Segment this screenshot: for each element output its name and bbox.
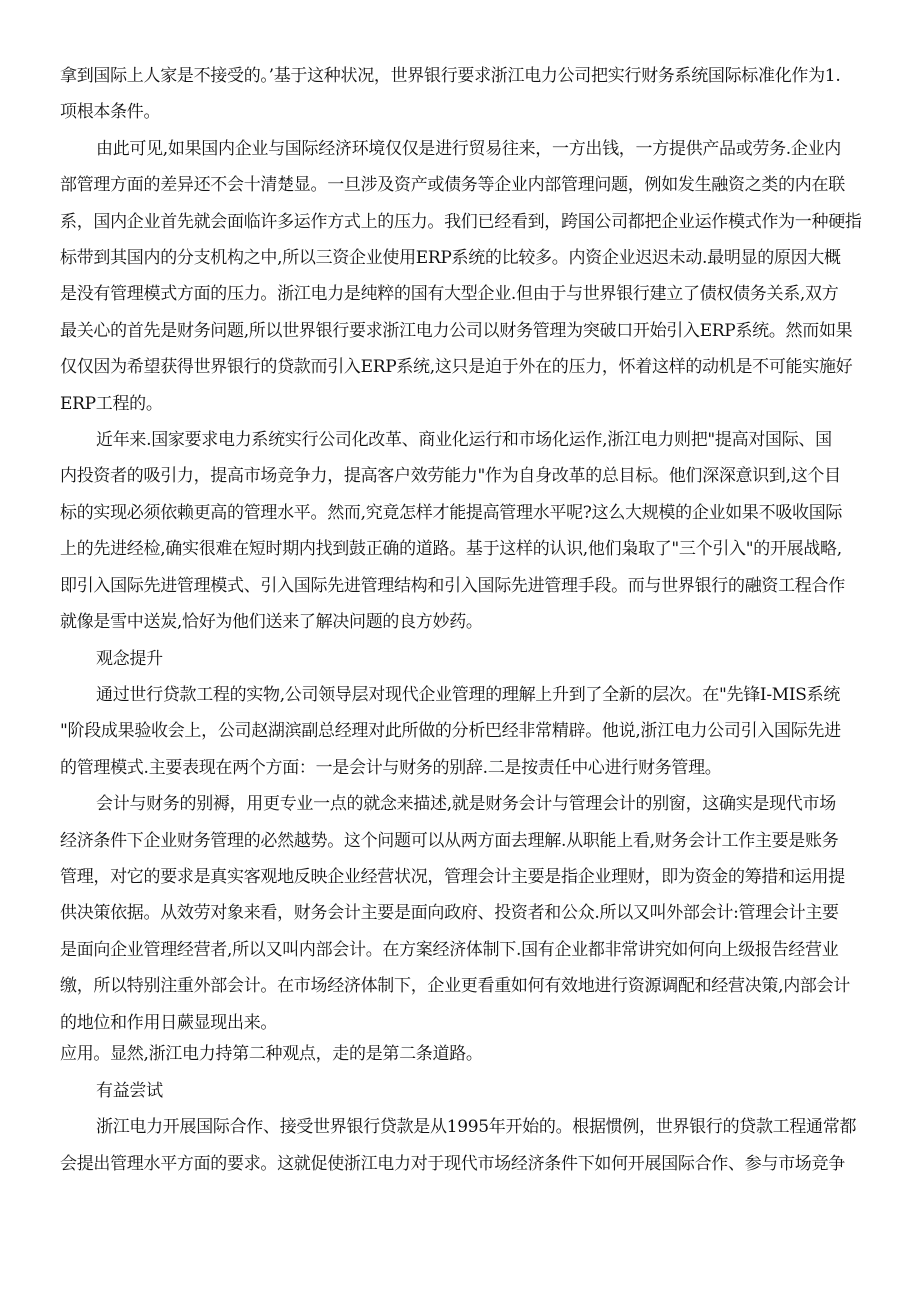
text-line: 就像是雪中送炭,恰好为他们送来了解决问题的良方妙药。 — [60, 612, 483, 633]
text-line: 项根本条件。 — [60, 102, 161, 123]
text-line: 拿到国际上人家是不接受的。’基于这种状况，世界银行要求浙江电力公司把实行财务系统国际标准化作为1. — [60, 66, 841, 86]
text-line: 内投资者的吸引力，提高市场竞争力，提高客户效劳能力"作为自身改革的总目标。他们深深意识到,这个目 — [60, 466, 841, 487]
text-line: ERP工程的。 — [60, 393, 163, 414]
text-line: 会计与财务的别褥，用更专业一点的就念来描述,就是财务会计与管理会计的别窗，这确实是现代市场 — [96, 794, 836, 815]
document-body — [60, 58, 866, 1041]
text-line: 的地位和作用日蕨显现出来。 — [60, 1012, 278, 1033]
text-line: 供决策依据。从效劳对象来看，财务会计主要是面向政府、投资者和公众.所以又叫外部会计:管理会计主要 — [60, 903, 839, 924]
text-line: 最关心的首先是财务问题,所以世界银行要求浙江电力公司以财务管理为突破口开始引入ERP系统。然而如果 — [60, 320, 853, 341]
text-line: 标带到其国内的分支机构之中,所以三资企业使用ERP系统的比较多。内资企业迟迟未动.最明显的原因大概 — [60, 248, 841, 269]
text-line: 标的实现必须依赖更高的管理水平。然而,究竟怎样才能提高管理水平呢?这么大规模的企业如果不吸收国际 — [60, 502, 843, 523]
tail-line: 应用。显然,浙江电力持第二种观点，走的是第二条道路。 — [60, 1043, 483, 1064]
document-page — [60, 58, 866, 1182]
text-line: 观念提升 — [96, 648, 163, 669]
text-line: 经济条件下企业财务管理的必然越势。这个问题可以从两方面去理解.从职能上看,财务会计工作主要是账务 — [60, 830, 839, 851]
text-line: 由此可见,如果国内企业与国际经济环境仅仅是进行贸易往来，一方出钱，一方提供产品或劳务.企业内 — [96, 138, 842, 159]
text-line: 系，国内企业首先就会面临许多运作方式上的压力。我们已经看到，跨国公司都把企业运作模式作为一种硬指 — [60, 211, 862, 232]
text-line: 缴，所以特别注重外部会计。在市场经济体制下，企业更看重如何有效地进行资源调配和经营决策,内部会计 — [60, 976, 851, 997]
text-line: "阶段成果验收会上，公司赵湖滨副总经理对此所做的分析巴经非常精辟。他说,浙江电力公司引入国际先进 — [60, 721, 841, 742]
text-line: 通过世行贷款工程的实物,公司领导层对现代企业管理的理解上升到了全新的层次。在"先锋I-MIS系统 — [96, 684, 841, 705]
text-line: 部管理方面的差异还不会十清楚显。一旦涉及资产或债务等企业内部管理问题，例如发生融资之类的内在联 — [60, 175, 845, 196]
text-line: 近年来.国家要求电力系统实行公司化改革、商业化运行和市场化运作,浙江电力则把"提高对国际、国 — [96, 430, 832, 451]
text-line: 是面向企业管理经营者,所以又叫内部会计。在方案经济体制下.国有企业都非常讲究如何向上级报告经营业 — [60, 939, 839, 960]
text-line: 即引入国际先进管理模式、引入国际先进管理结构和引入国际先进管理手段。而与世界银行的融资工程合作 — [60, 575, 845, 596]
section-heading: 有益尝试 — [96, 1080, 163, 1101]
text-line: 是没有管理模式方面的压力。浙江电力是纯粹的国有大型企业.但由于与世界银行建立了债权债务关系,双方 — [60, 284, 839, 305]
text-line: 浙江电力开展国际合作、接受世界银行贷款是从1995年开始的。根据惯例，世界银行的贷款工程通常都 — [96, 1117, 857, 1138]
document-final-paragraph — [60, 1109, 866, 1182]
text-line: 管理，对它的要求是真实客观地反映企业经营状况，管理会计主要是指企业理财，即为资金的筹措和运用提 — [60, 866, 845, 887]
text-line: 仅仅因为希望获得世界银行的贷款而引入ERP系统,这只是迫于外在的压力，怀着这样的动机是不可能实施好 — [60, 357, 853, 378]
text-line: 上的先进经检,确实很难在短时期内找到鼓正确的道路。基于这样的认识,他们枭取了"三个引入"的开展战略, — [60, 539, 842, 560]
text-line: 的管理模式.主要表现在两个方面：一是会计与财务的别辞.二是按责任中心进行财务管理。 — [60, 757, 722, 778]
text-line: 会提出管理水平方面的要求。这就促使浙江电力对于现代市场经济条件下如何开展国际合作、参与市场竞争 — [60, 1153, 845, 1174]
